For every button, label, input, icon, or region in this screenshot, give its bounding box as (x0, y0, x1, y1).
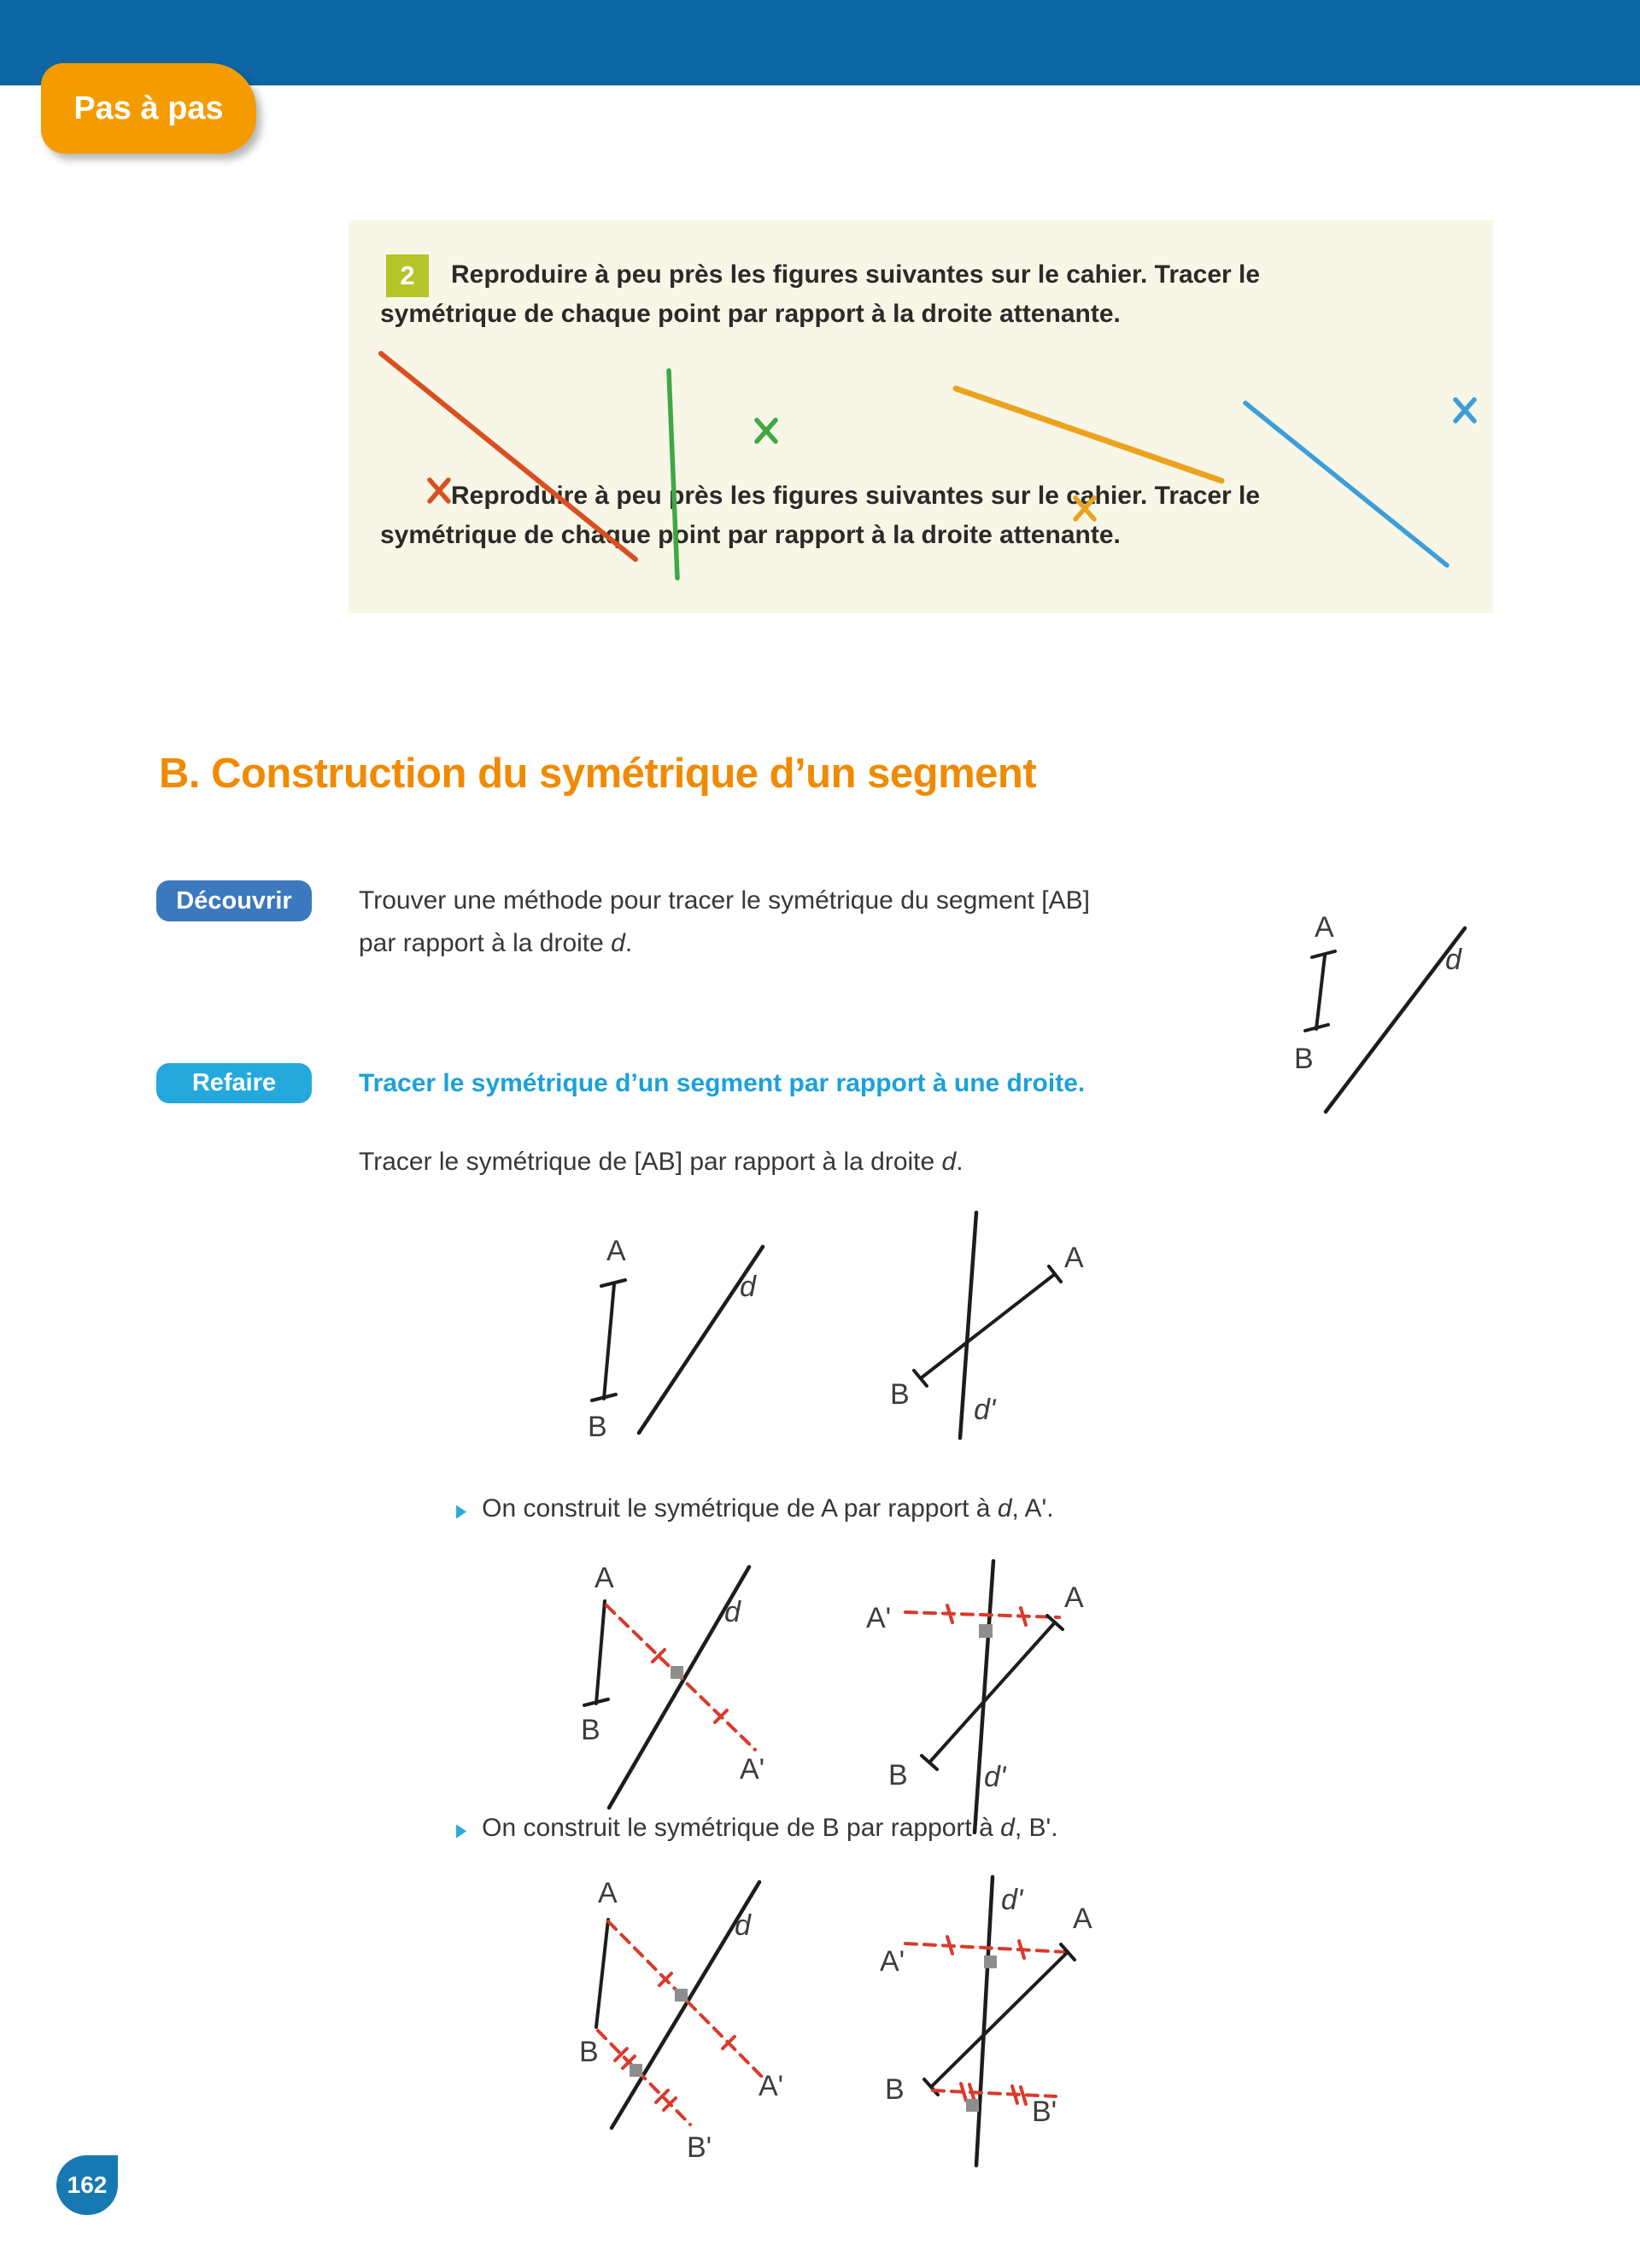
discover-badge-label: Découvrir (176, 886, 292, 915)
green-cross-icon (757, 420, 776, 441)
right-angle-square (630, 2064, 642, 2077)
step-2-text: On construit le symétrique de B par rapport à d, B'. (482, 1814, 1058, 1842)
figure-3b (864, 1872, 1104, 2171)
header-bar (0, 0, 1640, 85)
step-1-text: On construit le symétrique de A par rapport à d, A'. (482, 1494, 1054, 1523)
page-number-badge (56, 2155, 118, 2215)
discover-line2: par rapport à la droite d. (359, 929, 633, 957)
figure-2b (854, 1556, 1102, 1838)
construction-line-b-bprime (598, 2031, 690, 2125)
point-label-a: A (598, 1877, 618, 1909)
construction-line-aprime-a (905, 1944, 1066, 1952)
point-label-a-prime: A' (866, 1602, 892, 1634)
chapter-tab (41, 63, 256, 154)
point-label-a: A (1315, 911, 1334, 944)
discover-badge (156, 880, 312, 921)
point-label-a-prime: A' (740, 1753, 765, 1786)
right-angle-square (984, 1955, 997, 1968)
exercise-line1: Reproduire à peu près les figures suivantes sur le cahier. Tracer le (451, 260, 1261, 289)
point-label-a: A (606, 1235, 626, 1267)
segment-end-tick (914, 1371, 927, 1386)
segment-ab (604, 1284, 614, 1399)
point-label-b: B (1294, 1043, 1314, 1075)
point-label-b: B (888, 1759, 908, 1792)
red-cross-icon (430, 480, 448, 501)
redo-task: Tracer le symétrique de [AB] par rapport à la droite d. (359, 1148, 964, 1176)
orange-line (956, 389, 1221, 481)
orange-cross-icon (1075, 498, 1094, 519)
exercise-figures (348, 220, 1493, 613)
line-label-d: d (724, 1596, 741, 1628)
redo-instruction: Tracer le symétrique d’un segment par rapport à une droite. (359, 1069, 1086, 1097)
blue-line (1245, 403, 1447, 565)
chapter-tab-label: Pas à pas (73, 90, 224, 126)
point-label-b: B (588, 1411, 607, 1443)
page-number: 162 (67, 2172, 108, 2198)
point-label-b: B (890, 1378, 910, 1411)
figure-1b (873, 1206, 1104, 1449)
redo-badge (156, 1063, 312, 1103)
exercise-line2: symétrique de chaque point par rapport à la droite attenante. (380, 300, 1121, 328)
figure-1a (565, 1221, 779, 1452)
line-label-d-prime: d' (1001, 1884, 1023, 1916)
section-heading: B. Construction du symétrique d’un segment (159, 751, 1037, 797)
green-line (669, 371, 677, 578)
figure-2a (562, 1558, 784, 1815)
line-label-d: d (735, 1909, 751, 1942)
line-d-prime (976, 1877, 993, 2166)
right-angle-square (979, 1624, 993, 1638)
segment-ab (1316, 956, 1325, 1029)
point-label-a: A (594, 1562, 614, 1594)
exercise-number: 2 (400, 260, 415, 290)
point-label-a-prime: A' (758, 2070, 784, 2102)
right-angle-square (671, 1666, 683, 1679)
step-1 (454, 1494, 1054, 1529)
step-2 (454, 1814, 1058, 1848)
point-label-b: B (885, 2073, 905, 2106)
segment-ab (921, 1274, 1055, 1378)
exercise-text-line1: Reproduire à peu près les figures suivantes sur le cahier. Tracer le (451, 482, 1261, 510)
point-label-a: A (1064, 1581, 1084, 1614)
line-label-d-prime: d' (974, 1394, 996, 1426)
segment-ab (596, 1601, 605, 1704)
discover-figure (1277, 901, 1473, 1119)
right-angle-square (966, 2099, 979, 2112)
construction-line-aprime-a (905, 1612, 1059, 1617)
segment-ab (596, 1920, 608, 2027)
segment-ab (931, 1952, 1068, 2087)
line-label-d-prime: d' (984, 1761, 1006, 1793)
point-label-b: B (581, 1714, 600, 1746)
bullet-triangle-icon: ▶ (456, 1501, 467, 1521)
point-label-a: A (1064, 1242, 1084, 1274)
discover-line1: Trouver une méthode pour tracer le symétrique du segment [AB] (359, 886, 1090, 915)
redo-badge-label: Refaire (191, 1069, 277, 1096)
bullet-triangle-icon: ▶ (456, 1821, 467, 1840)
right-angle-square (675, 1989, 688, 2002)
figure-3a (562, 1872, 801, 2162)
blue-cross-icon (1456, 400, 1474, 421)
point-label-b-prime: B' (1032, 2096, 1057, 2128)
line-d (1326, 928, 1465, 1112)
line-label-d: d (740, 1271, 756, 1303)
red-line (381, 354, 636, 559)
point-label-b-prime: B' (687, 2131, 712, 2164)
line-label-d: d (1445, 944, 1461, 976)
point-label-a: A (1073, 1903, 1092, 1935)
exercise-text-line2: symétrique de chaque point par rapport à la droite attenante. (380, 521, 1121, 549)
point-label-a-prime: A' (880, 1945, 905, 1978)
segment-ab (929, 1622, 1055, 1762)
point-label-b: B (579, 2036, 599, 2068)
